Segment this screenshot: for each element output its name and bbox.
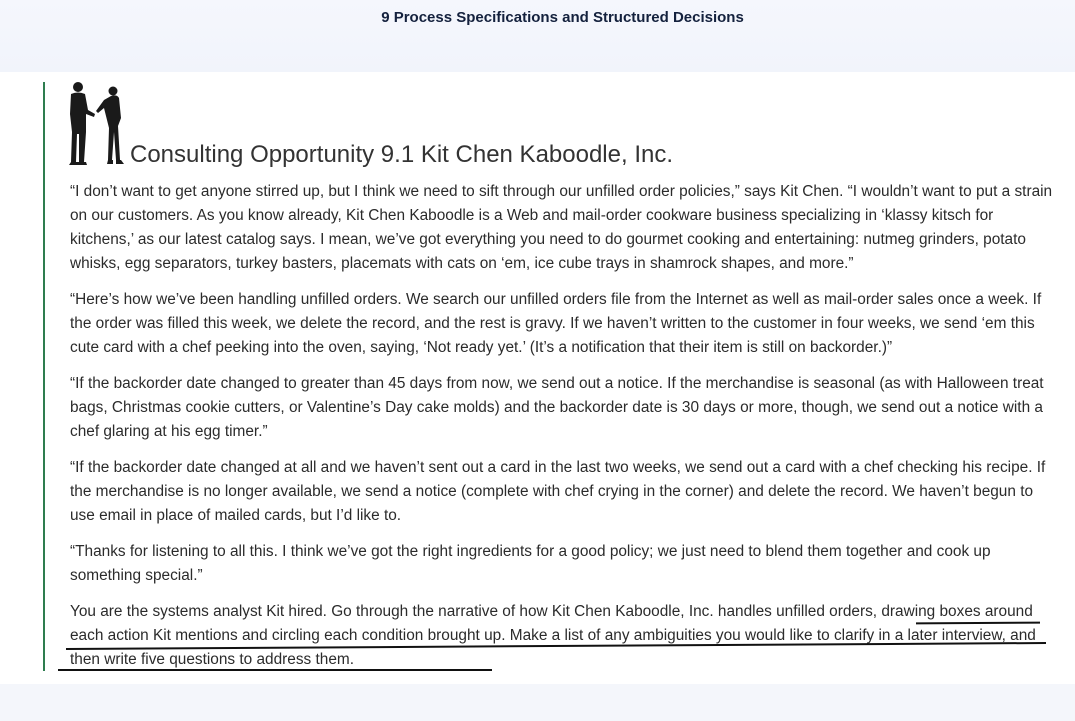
case-paragraph: “I don’t want to get anyone stirred up, but I think we need to sift through our unfilled order policies,” says Kit Chen. “I wouldn’t want to put a strain on our customers. As you know already, Kit Chen Kaboodle is a Web and mail-order cookware business specializing in ‘klassy kitsch for kitchens,’ as our latest catalog says. I mean, we’ve got everything you need to do gourmet cooking and entertaining: nutmeg grinders, potato whisks, egg separators, turkey basters, placemats with cats on ‘em, ice cube trays in shamrock shapes, and more.” — [70, 183, 1053, 272]
chapter-title: 9 Process Specifications and Structured Decisions — [381, 9, 744, 26]
case-paragraph: “If the backorder date changed at all and we haven’t sent out a card in the last two weeks, we send out a card with a chef checking his recipe. If the merchandise is no longer available, we send a notice (complete with chef crying in the corner) and delete the record. We haven’t begun to use email in place of mailed cards, but I’d like to. — [70, 459, 1046, 524]
underline-mark — [58, 669, 492, 671]
header-bar — [0, 0, 1075, 72]
case-title: Consulting Opportunity 9.1 Kit Chen Kaboodle, Inc. — [130, 141, 673, 168]
two-businesspeople-silhouette-icon — [68, 80, 126, 166]
sidebar-rule — [43, 82, 45, 671]
case-paragraph: “If the backorder date changed to greater than 45 days from now, we send out a notice. If the merchandise is seasonal (as with Halloween treat bags, Christmas cookie cutters, or Valentine’s Day cake molds) and the backorder date is 30 days or more, though, we send out a notice with a chef glaring at his egg timer.” — [70, 375, 1044, 440]
footer-bar — [0, 684, 1075, 721]
case-paragraph: “Thanks for listening to all this. I think we’ve got the right ingredients for a good policy; we just need to blend them together and cook up something special.” — [70, 543, 991, 584]
case-task: You are the systems analyst Kit hired. Go through the narrative of how Kit Chen Kaboodle, Inc. handles unfilled orders, drawing boxes around each action Kit mentions and circling each condition brought up. Make a list of any ambiguities you would like to clarify in a later interview, and then write five questions to address them. — [70, 603, 1036, 668]
case-paragraph: “Here’s how we’ve been handling unfilled orders. We search our unfilled orders file from the Internet as well as mail-order sales once a week. If the order was filled this week, we delete the record, and the rest is gravy. If we haven’t written to the customer in four weeks, we send ‘em this cute card with a chef peeking into the oven, saying, ‘Not ready yet.’ (It’s a notification that their item is still on backorder.)” — [70, 291, 1042, 356]
